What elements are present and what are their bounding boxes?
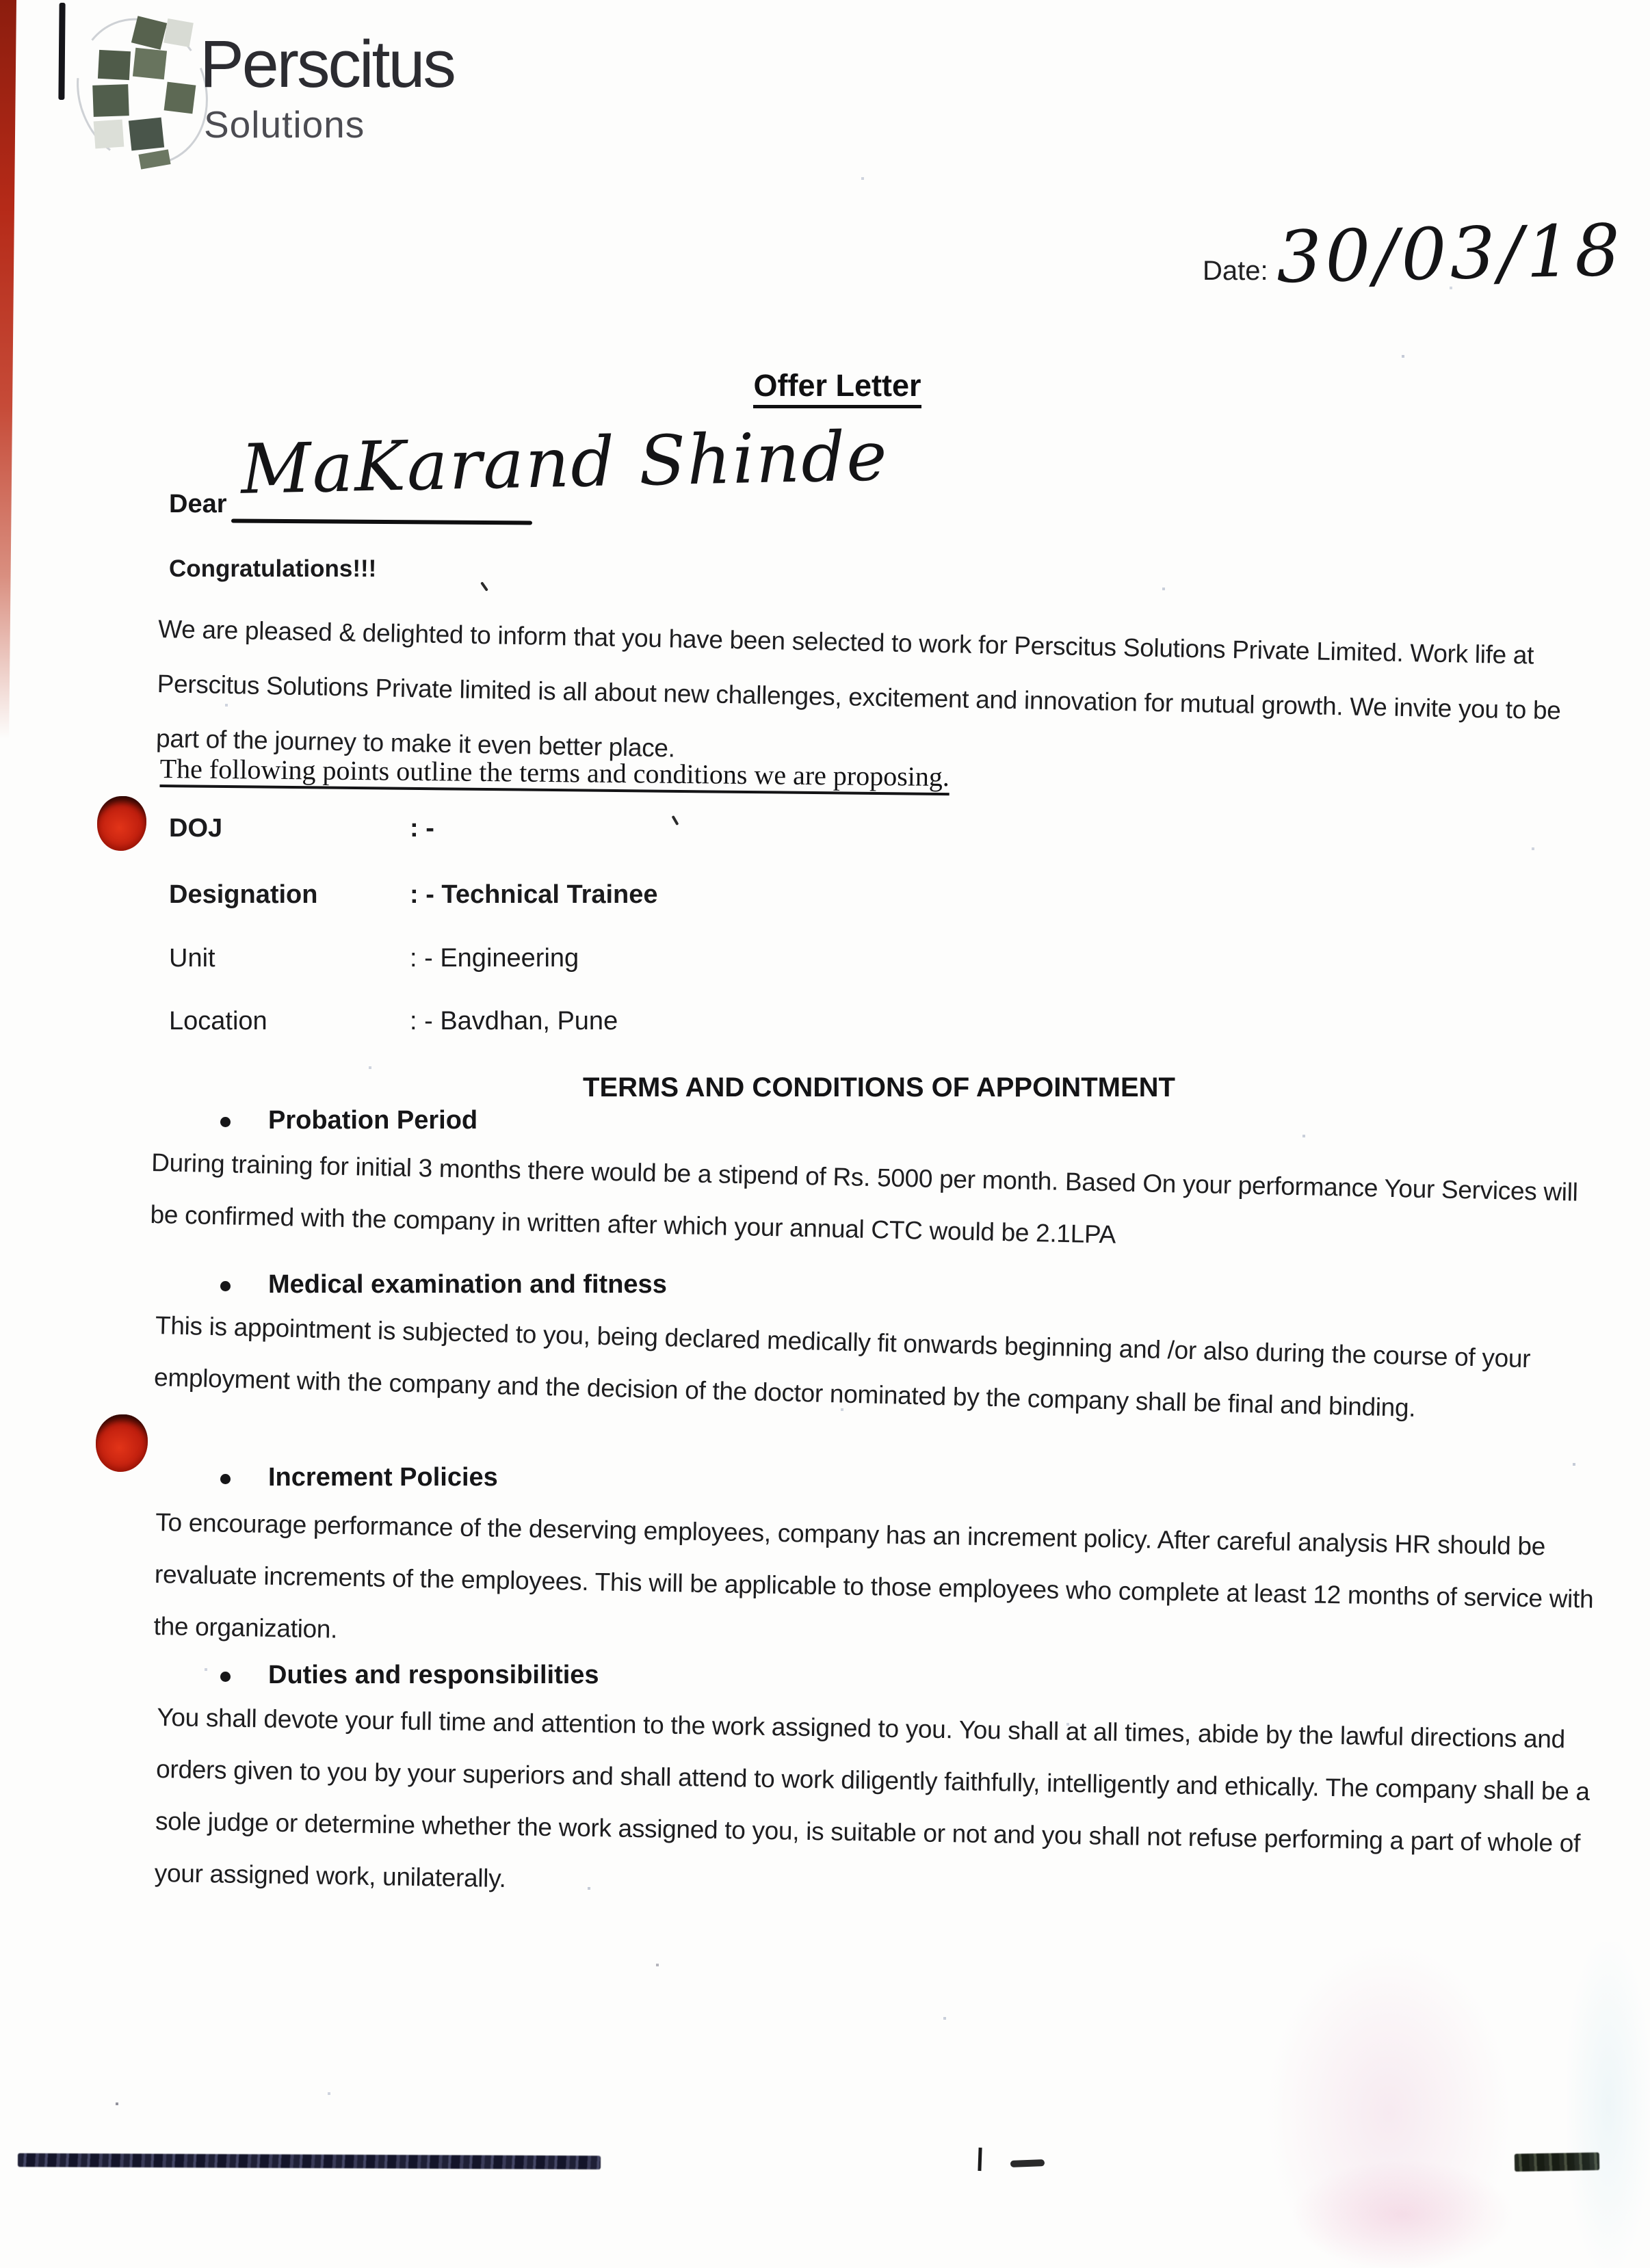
field-label-designation: Designation [169,880,318,909]
ink-speck [672,815,679,826]
section-heading-duties [220,1661,599,1690]
field-label-unit: Unit [169,944,215,973]
name-underline [231,518,532,525]
logo-globe-icon [74,11,214,170]
terms-intro-line: The following points outline the terms and conditions we are proposing. [159,753,950,793]
company-subtitle: Solutions [204,103,365,146]
section-body-duties: You shall devote your full time and attention to the work assigned to you. You shall at all times, abide by the lawful directions and orders given to you by your superiors and shall attend to work diligently faithfully, intelligently and ethically. The company shall be a sole judge or determine whether the work assigned to you, is suitable or not and you shall not refuse performing a part of whole of your assigned work, unilaterally. [154,1702,1590,1893]
offer-letter-title: Offer Letter [12,368,1650,404]
section-body-medical: This is appointment is subjected to you, being declared medically fit onwards beginning and /or also during the course of your employment with the company and the decision of the doctor nominated by the company shall be final and binding. [153,1310,1531,1423]
section-body-increment: To encourage performance of the deserving employees, company has an increment policy. After careful analysis HR should be revaluate increments of the employees. This will be applicable to those employees who complete at least 12 months of service with the organization. [153,1507,1594,1644]
field-value-designation: : - Technical Trainee [410,880,658,909]
intro-paragraph: We are pleased & delighted to inform that you have been selected to work for Perscitus Solutions Private Limited. Work life at Perscitus Solutions Private limited is all about new challenges, excitement and innovation for mutual growth. We invite you to be part of the journey to make it even better place. [155,614,1561,763]
section-heading-increment [220,1463,498,1492]
ink-speck [480,581,488,592]
date-label: Date: [1203,256,1268,286]
company-name: Perscitus [200,27,454,101]
scan-pink-mottle [1293,2161,1512,2268]
scan-cyan-mottle [1567,1942,1650,2268]
punch-hole-red-stain [96,1414,148,1472]
paper-noise-specks [0,0,1,1]
field-label-location: Location [169,1007,267,1036]
section-title: Increment Policies [268,1463,498,1492]
terms-heading: TERMS AND CONDITIONS OF APPOINTMENT [583,1072,1175,1103]
field-row-unit [169,944,579,973]
section-heading-medical [220,1270,667,1300]
bullet-icon [220,1474,231,1484]
date-value-handwritten: 30/03/18 [1275,208,1625,300]
field-label-doj: DOJ [169,814,223,843]
field-value-unit: : - Engineering [410,944,579,973]
congratulations-text: Congratulations!!! [169,555,377,582]
bullet-icon [220,1672,231,1682]
punch-hole-red-stain [97,796,146,851]
section-body-probation: During training for initial 3 months there would be a stipend of Rs. 5000 per month. Based On your performance Your Services will be confirmed with the company in written after which your annual CTC would be 2.1LPA [150,1148,1579,1249]
scanner-tick-mark [978,2148,982,2171]
section-heading-probation [220,1106,477,1135]
field-value-location: : - Bavdhan, Pune [410,1007,618,1036]
recipient-name-handwritten: MaKarand Shinde [239,416,889,510]
salutation-label: Dear [169,490,227,518]
bullet-icon [220,1117,231,1127]
pen-mark [58,3,65,100]
field-row-doj [169,814,434,843]
scanner-dash-mark [1010,2159,1045,2167]
field-value-doj: : - [410,814,434,843]
section-title: Probation Period [268,1106,478,1135]
section-title: Duties and responsibilities [268,1661,599,1689]
field-row-designation [169,880,658,910]
bullet-icon [220,1281,231,1291]
section-title: Medical examination and fitness [268,1270,667,1299]
field-row-location [169,1007,618,1036]
scan-smudge-bar-left [18,2153,601,2170]
